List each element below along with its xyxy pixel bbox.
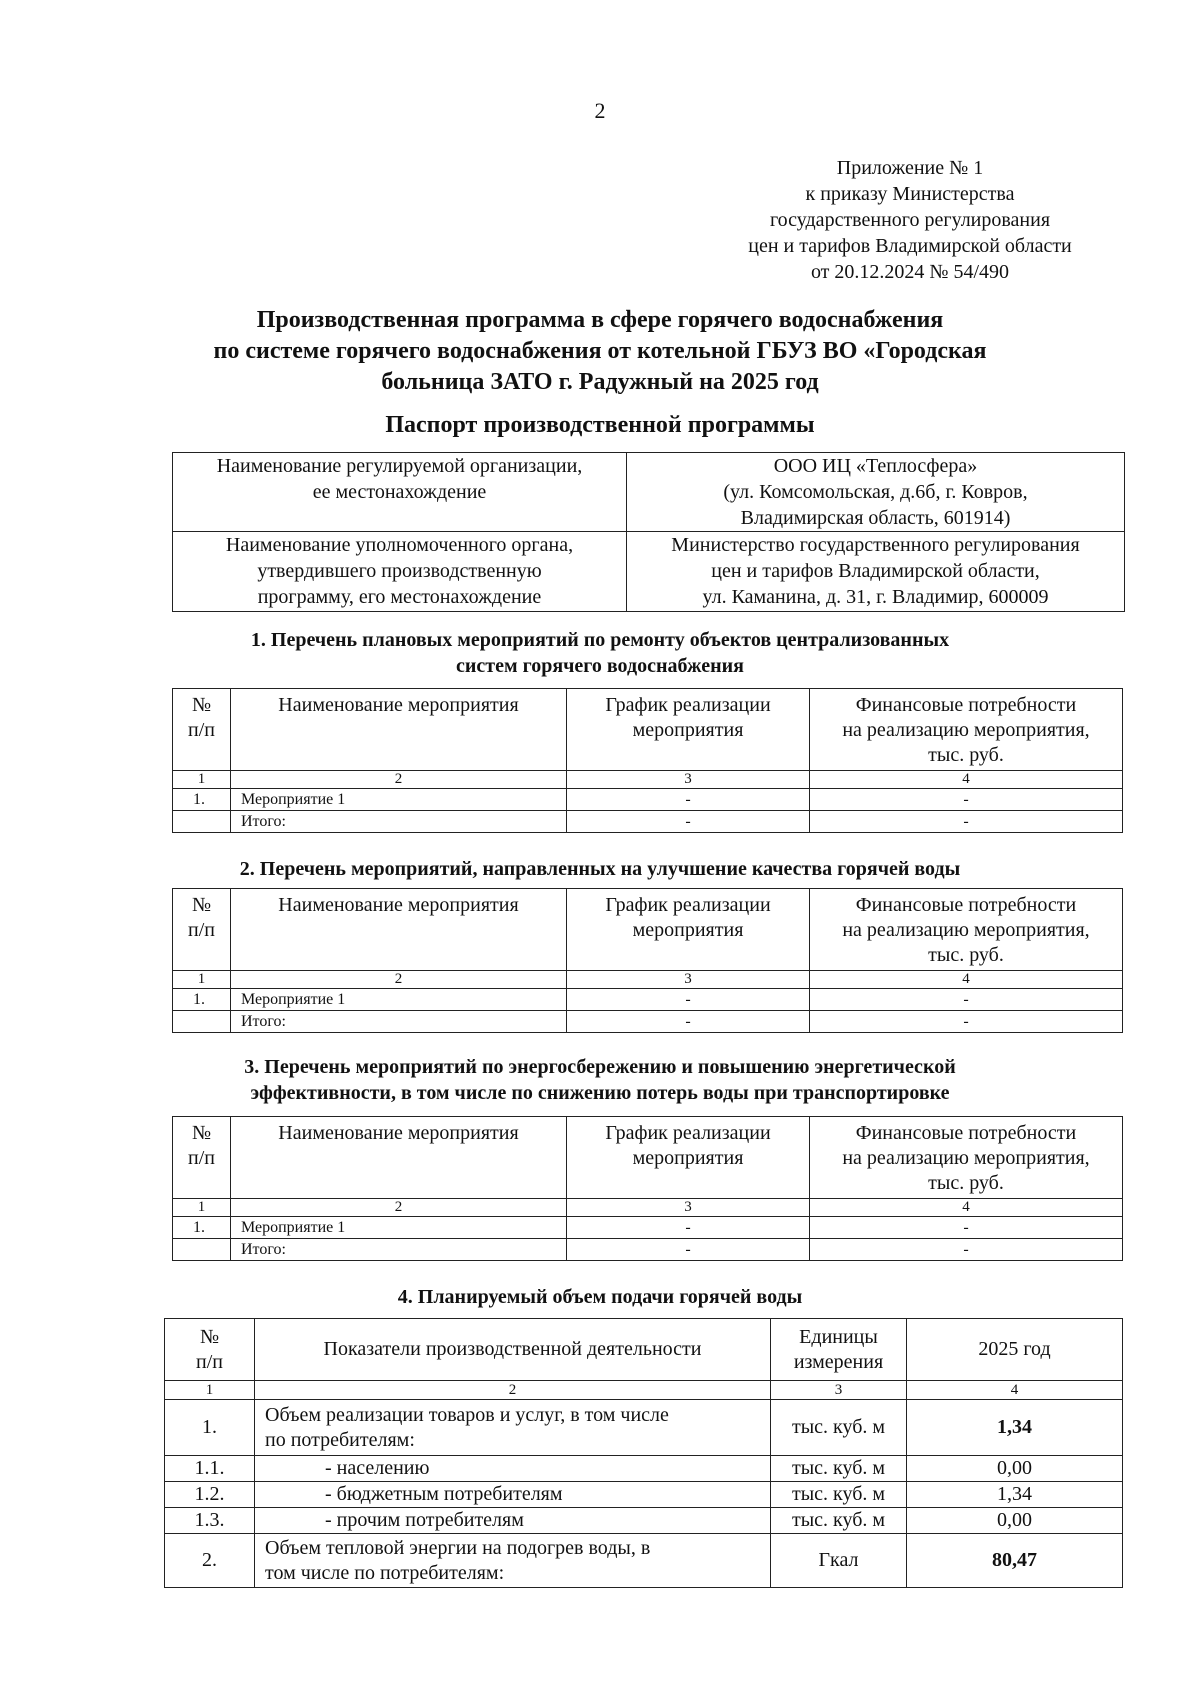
appendix-line: Приложение № 1 [836, 157, 984, 179]
total-label: Итого: [231, 1239, 567, 1261]
row-name: - бюджетным потребителям [255, 1482, 771, 1508]
text-line: том числе по потребителям: [265, 1561, 505, 1584]
col-number: 3 [567, 971, 810, 989]
column-number-row [165, 1381, 1123, 1400]
text-line: Объем тепловой энергии на подогрев воды, в [265, 1536, 651, 1559]
col-header-num [173, 1117, 231, 1199]
text-line: Финансовые потребности [855, 894, 1077, 916]
col-header-schedule [567, 689, 810, 771]
row-schedule: - [567, 989, 810, 1011]
row-finance: - [810, 789, 1123, 811]
text-line: Наименование мероприятия [278, 1122, 519, 1144]
passport-label-cell [173, 453, 627, 532]
appendix-line: цен и тарифов Владимирской области [748, 235, 1072, 257]
col-number: 3 [567, 1199, 810, 1217]
text-line: Наименование мероприятия [278, 894, 519, 916]
col-header-year: 2025 год [907, 1319, 1123, 1381]
title-line: 3. Перечень мероприятий по энергосбережению и повышению энергетической [244, 1056, 956, 1078]
total-row [173, 1011, 1123, 1033]
text-line: на реализацию мероприятия, [842, 719, 1090, 741]
section-title [0, 856, 1200, 882]
col-number: 1 [173, 971, 231, 989]
row-number: 1. [165, 1400, 255, 1456]
appendix-line: государственного регулирования [769, 209, 1051, 231]
text-line: по потребителям: [265, 1428, 415, 1451]
text-line: тыс. руб. [928, 944, 1004, 966]
text-line: цен и тарифов Владимирской области, [711, 560, 1040, 582]
row-number: 1. [173, 989, 231, 1011]
text-line: Наименование мероприятия [278, 694, 519, 716]
row-unit: Гкал [771, 1534, 907, 1588]
table-row [173, 1217, 1123, 1239]
row-finance: - [810, 1217, 1123, 1239]
col-number: 1 [173, 771, 231, 789]
title-line: систем горячего водоснабжения [456, 655, 744, 677]
row-name: Мероприятие 1 [231, 989, 567, 1011]
passport-title: Паспорт производственной программы [385, 412, 815, 438]
title-line: Производственная программа в сфере горячего водоснабжения [256, 307, 944, 333]
col-number: 4 [810, 1199, 1123, 1217]
col-header-name [231, 1117, 567, 1199]
events-table-repair [172, 688, 1123, 833]
page-number: 2 [594, 98, 606, 123]
total-finance: - [810, 1239, 1123, 1261]
col-header-num [165, 1319, 255, 1381]
section-title: 4. Планируемый объем подачи горячей воды [397, 1286, 803, 1308]
empty-cell [173, 811, 231, 833]
col-number: 2 [231, 771, 567, 789]
row-schedule: - [567, 789, 810, 811]
total-label: Итого: [231, 1011, 567, 1033]
col-number: 1 [173, 1199, 231, 1217]
text-line: Министерство государственного регулирования [671, 534, 1080, 556]
text-line: Владимирская область, 601914) [740, 507, 1011, 529]
text-line: ООО ИЦ «Теплосфера» [773, 455, 978, 477]
text-line: Объем реализации товаров и услуг, в том числе [265, 1403, 669, 1426]
text-line: График реализации [605, 694, 771, 716]
row-number: 1.3. [165, 1508, 255, 1534]
row-value: 1,34 [907, 1482, 1123, 1508]
table-row [173, 453, 1125, 532]
row-value: 0,00 [907, 1508, 1123, 1534]
row-name: - населению [255, 1456, 771, 1482]
row-number: 1. [173, 1217, 231, 1239]
text-line: п/п [196, 1350, 223, 1373]
total-schedule: - [567, 1239, 810, 1261]
text-line: мероприятия [632, 1147, 744, 1169]
column-number-row [173, 1199, 1123, 1217]
column-number-row [173, 771, 1123, 789]
row-value: 80,47 [907, 1534, 1123, 1588]
text-line: ул. Каманина, д. 31, г. Владимир, 600009 [702, 586, 1049, 608]
appendix-line: к приказу Министерства [805, 183, 1015, 205]
volume-table [164, 1318, 1123, 1588]
row-name [255, 1534, 771, 1588]
table-row [165, 1508, 1123, 1534]
empty-cell [173, 1239, 231, 1261]
col-number: 1 [165, 1381, 255, 1400]
text-line: мероприятия [632, 719, 744, 741]
table-header-row [173, 1117, 1123, 1199]
table-row [173, 789, 1123, 811]
text-line: на реализацию мероприятия, [842, 1147, 1090, 1169]
appendix-line: от 20.12.2024 № 54/490 [810, 261, 1010, 283]
table-row [165, 1456, 1123, 1482]
text-line: № [191, 894, 212, 916]
text-line: № [199, 1325, 220, 1348]
title-line: эффективности, в том числе по снижению потерь воды при транспортировке [250, 1082, 950, 1104]
title-line: 2. Перечень мероприятий, направленных на улучшение качества горячей воды [239, 858, 961, 880]
total-row [173, 1239, 1123, 1261]
total-schedule: - [567, 811, 810, 833]
row-name: - прочим потребителям [255, 1508, 771, 1534]
col-header-unit [771, 1319, 907, 1381]
text-line: п/п [188, 1147, 215, 1169]
text-line: Наименование уполномоченного органа, [225, 534, 574, 556]
total-schedule: - [567, 1011, 810, 1033]
table-row [165, 1400, 1123, 1456]
row-schedule: - [567, 1217, 810, 1239]
row-value: 1,34 [907, 1400, 1123, 1456]
events-table-energy [172, 1116, 1123, 1261]
col-header-schedule [567, 1117, 810, 1199]
title-line: по системе горячего водоснабжения от котельной ГБУЗ ВО «Городская [213, 338, 987, 364]
col-number: 2 [255, 1381, 771, 1400]
passport-table [172, 452, 1125, 612]
col-number: 4 [907, 1381, 1123, 1400]
row-value: 0,00 [907, 1456, 1123, 1482]
passport-value-cell [627, 532, 1125, 612]
total-label: Итого: [231, 811, 567, 833]
text-line: тыс. руб. [928, 1172, 1004, 1194]
text-line: Финансовые потребности [855, 694, 1077, 716]
text-line: мероприятия [632, 919, 744, 941]
table-header-row [165, 1319, 1123, 1381]
document-title [0, 305, 1200, 398]
passport-value-cell [627, 453, 1125, 532]
section-title [0, 1054, 1200, 1106]
total-finance: - [810, 1011, 1123, 1033]
text-line: на реализацию мероприятия, [842, 919, 1090, 941]
row-unit: тыс. куб. м [771, 1456, 907, 1482]
col-number: 4 [810, 771, 1123, 789]
col-number: 3 [567, 771, 810, 789]
text-line: Единицы [799, 1325, 878, 1348]
col-number: 4 [810, 971, 1123, 989]
col-header-name [231, 889, 567, 971]
appendix-block [690, 155, 1130, 285]
passport-label-cell [173, 532, 627, 612]
table-header-row [173, 889, 1123, 971]
col-header-indicator: Показатели производственной деятельности [255, 1319, 771, 1381]
text-line: измерения [793, 1350, 884, 1373]
table-row [165, 1534, 1123, 1588]
col-header-num [173, 889, 231, 971]
text-line: Наименование регулируемой организации, [216, 455, 583, 477]
total-row [173, 811, 1123, 833]
text-line: № [191, 1122, 212, 1144]
text-line: утвердившего производственную [257, 560, 542, 582]
col-header-num [173, 689, 231, 771]
column-number-row [173, 971, 1123, 989]
col-header-finance [810, 889, 1123, 971]
row-number: 2. [165, 1534, 255, 1588]
text-line: График реализации [605, 1122, 771, 1144]
row-number: 1.1. [165, 1456, 255, 1482]
text-line: тыс. руб. [928, 744, 1004, 766]
table-row [173, 532, 1125, 612]
text-line: п/п [188, 919, 215, 941]
col-header-name [231, 689, 567, 771]
table-header-row [173, 689, 1123, 771]
text-line: ее местонахождение [312, 481, 487, 503]
col-header-finance [810, 1117, 1123, 1199]
section-title [0, 627, 1200, 679]
title-line: больница ЗАТО г. Радужный на 2025 год [381, 369, 819, 395]
row-unit: тыс. куб. м [771, 1482, 907, 1508]
col-number: 2 [231, 1199, 567, 1217]
col-header-finance [810, 689, 1123, 771]
title-line: 1. Перечень плановых мероприятий по ремонту объектов централизованных [250, 629, 950, 651]
row-number: 1. [173, 789, 231, 811]
events-table-quality [172, 888, 1123, 1033]
row-unit: тыс. куб. м [771, 1508, 907, 1534]
row-finance: - [810, 989, 1123, 1011]
text-line: График реализации [605, 894, 771, 916]
row-unit: тыс. куб. м [771, 1400, 907, 1456]
table-row [173, 989, 1123, 1011]
table-row [165, 1482, 1123, 1508]
text-line: (ул. Комсомольская, д.6б, г. Ковров, [723, 481, 1028, 503]
row-name [255, 1400, 771, 1456]
text-line: № [191, 694, 212, 716]
col-header-schedule [567, 889, 810, 971]
empty-cell [173, 1011, 231, 1033]
row-number: 1.2. [165, 1482, 255, 1508]
row-name: Мероприятие 1 [231, 789, 567, 811]
text-line: п/п [188, 719, 215, 741]
col-number: 2 [231, 971, 567, 989]
col-number: 3 [771, 1381, 907, 1400]
text-line: Финансовые потребности [855, 1122, 1077, 1144]
text-line: программу, его местонахождение [257, 586, 542, 608]
total-finance: - [810, 811, 1123, 833]
row-name: Мероприятие 1 [231, 1217, 567, 1239]
